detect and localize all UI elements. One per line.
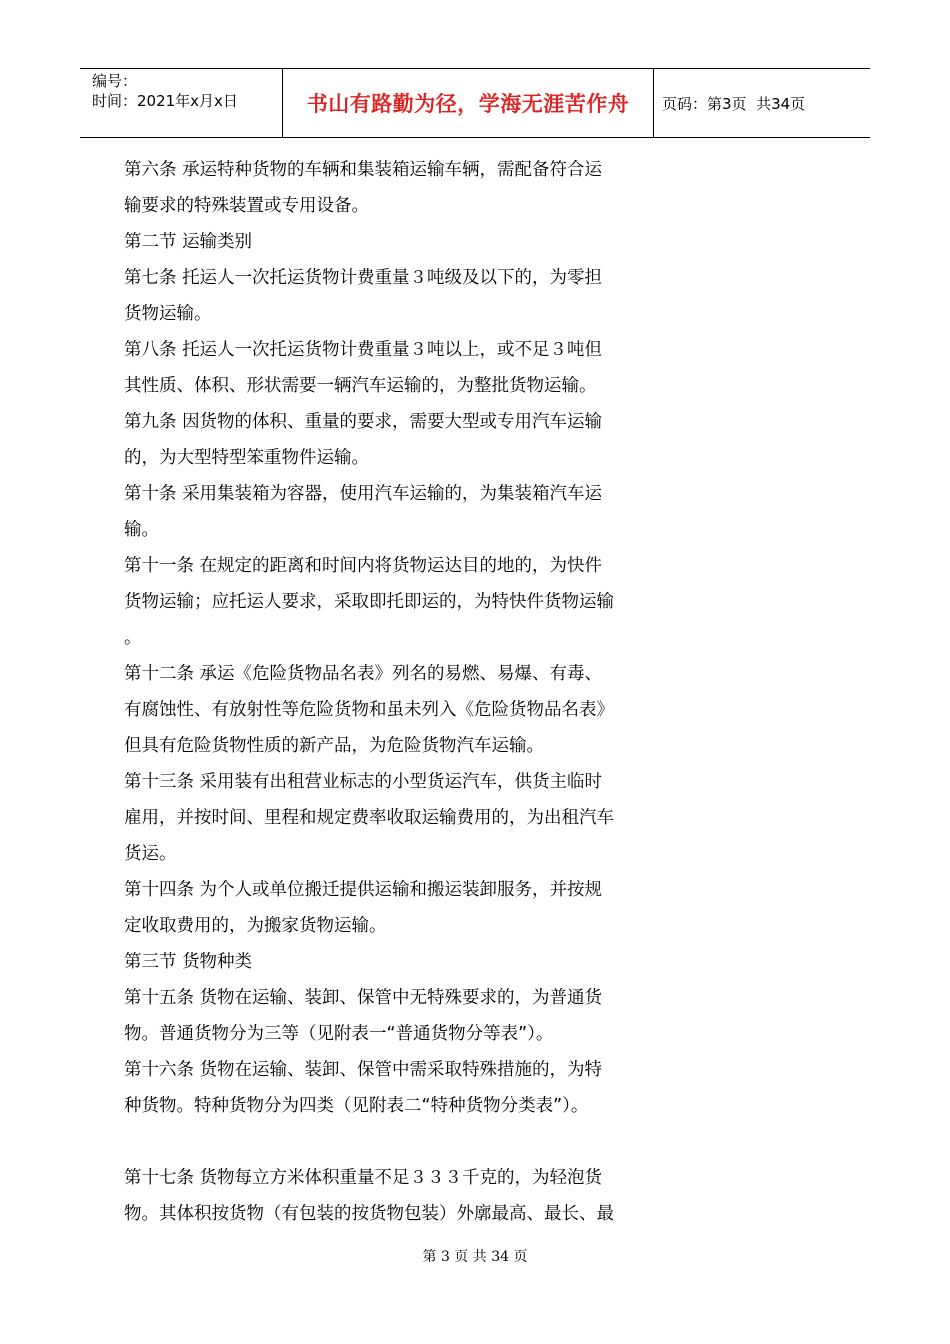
body-text-line: 但具有危险货物性质的新产品，为危险货物汽车运输。: [124, 736, 544, 756]
body-text-line: 有腐蚀性、有放射性等危险货物和虽未列入《危险货物品名表》: [124, 700, 614, 720]
body-text-line: 第十二条 承运《危险货物品名表》列名的易燃、易爆、有毒、: [124, 664, 603, 684]
header-page-label: 页码：第3页 共34页: [662, 94, 806, 113]
body-text-line: 雇用，并按时间、里程和规定费率收取运输费用的，为出租汽车: [124, 808, 614, 828]
body-text-line: 第十四条 为个人或单位搬迁提供运输和搬运装卸服务，并按规: [124, 880, 603, 900]
body-text-line: 货运。: [124, 844, 177, 864]
header-page-info: [654, 69, 870, 137]
page-footer: [0, 1246, 950, 1266]
body-text-line: 其性质、体积、形状需要一辆汽车运输的，为整批货物运输。: [124, 376, 597, 396]
header-meta: [80, 69, 282, 137]
footer-page-number: 第 3 页 共 34 页: [422, 1249, 528, 1265]
body-text-line: 第七条 托运人一次托运货物计费重量３吨级及以下的，为零担: [124, 268, 603, 288]
body-text-line: 第十五条 货物在运输、装卸、保管中无特殊要求的，为普通货: [124, 988, 603, 1008]
page-header: [80, 68, 870, 138]
header-motto: 书山有路勤为径，学海无涯苦作舟: [282, 69, 654, 137]
body-text-line: 输。: [124, 520, 159, 540]
body-text-line: 第六条 承运特种货物的车辆和集装箱运输车辆，需配备符合运: [124, 160, 603, 180]
body-text-line: 。: [124, 628, 142, 648]
body-text-line: 第十三条 采用装有出租营业标志的小型货运汽车，供货主临时: [124, 772, 603, 792]
body-text-line: 的，为大型特型笨重物件运输。: [124, 448, 369, 468]
body-text-line: 第十七条 货物每立方米体积重量不足３３３千克的，为轻泡货: [124, 1168, 603, 1188]
document-time-label: 时间：2021年x月x日: [92, 92, 238, 110]
body-text-line: 第十六条 货物在运输、装卸、保管中需采取特殊措施的，为特: [124, 1060, 603, 1080]
body-text-line: 第十条 采用集装箱为容器，使用汽车运输的，为集装箱汽车运: [124, 484, 603, 504]
body-text-line: 第三节 货物种类: [124, 952, 253, 972]
body-text-line: 第八条 托运人一次托运货物计费重量３吨以上，或不足３吨但: [124, 340, 603, 360]
body-text-line: 物。普通货物分为三等（见附表一“普通货物分等表”）。: [124, 1024, 554, 1044]
body-text-line: 货物运输。: [124, 304, 212, 324]
document-body: [124, 152, 664, 1232]
body-text-line: 第九条 因货物的体积、重量的要求，需要大型或专用汽车运输: [124, 412, 603, 432]
body-text-line: 第二节 运输类别: [124, 232, 253, 252]
body-text-line: 输要求的特殊装置或专用设备。: [124, 196, 369, 216]
body-text-line: 第十一条 在规定的距离和时间内将货物运达目的地的，为快件: [124, 556, 603, 576]
blank-line: [124, 1124, 664, 1160]
body-text-line: 定收取费用的，为搬家货物运输。: [124, 916, 387, 936]
body-text-line: 物。其体积按货物（有包装的按货物包装）外廓最高、最长、最: [124, 1204, 614, 1224]
document-number-label: 编号：: [92, 72, 138, 90]
body-text-line: 种货物。特种货物分为四类（见附表二“特种货物分类表”）。: [124, 1096, 589, 1116]
body-text-line: 货物运输；应托运人要求，采取即托即运的，为特快件货物运输: [124, 592, 614, 612]
